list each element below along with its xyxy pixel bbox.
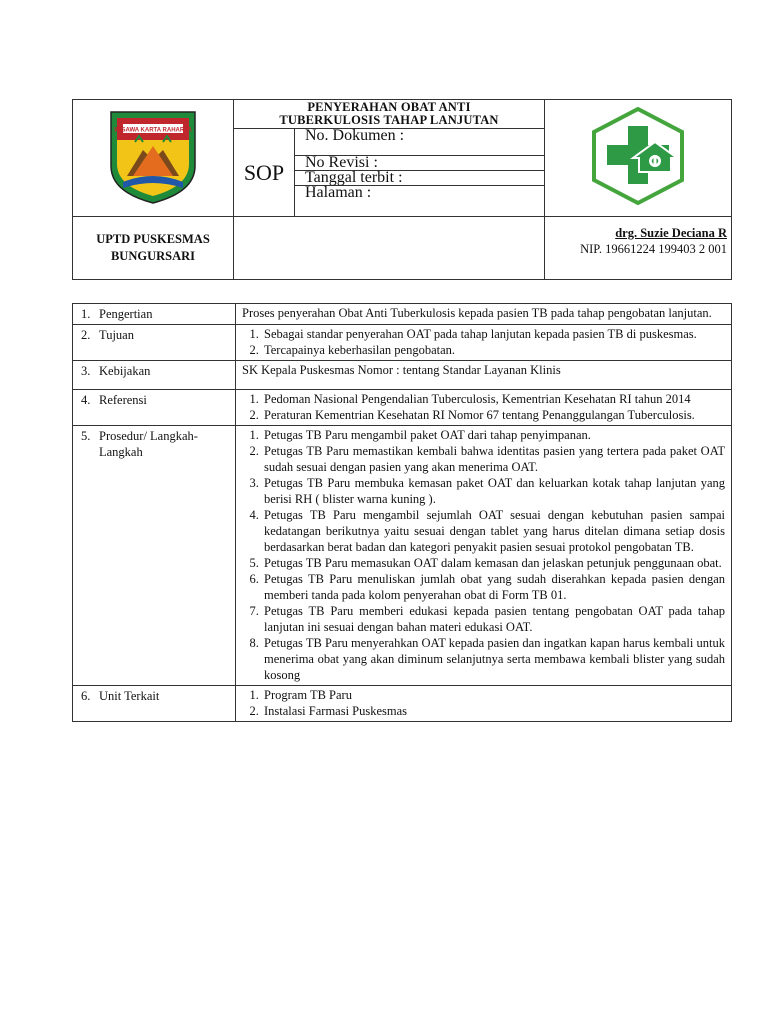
regency-emblem-icon — [105, 106, 201, 206]
section-content — [236, 390, 732, 426]
list-item: 1. Program TB Paru — [262, 687, 725, 703]
meta-revision-number: No Revisi : — [295, 156, 545, 171]
puskesmas-badge-icon — [573, 106, 703, 206]
signatory-nip: NIP. 19661224 199403 2 001 — [580, 242, 727, 256]
organization-name — [73, 217, 234, 280]
list-item: 2. Instalasi Farmasi Puskesmas — [262, 703, 725, 719]
list-item: 6. Petugas TB Paru menuliskan jumlah obat yang sudah diserahkan kepada pasien dengan memberi tanda pada kolom penyerahan obat di Form TB 01. — [262, 571, 725, 603]
list-item: 8. Petugas TB Paru menyerahkan OAT kepada pasien dan ingatkan kapan harus kembali untuk menerima obat yang akan diminum selanjutnya serta membawa kembali blister yang sudah kosong — [262, 635, 725, 683]
list-item: 2. Petugas TB Paru memastikan kembali bahwa identitas pasien yang tertera pada paket OAT sudah sesuai dengan pasien yang akan menerima OAT. — [262, 443, 725, 475]
section-row-procedure — [73, 426, 732, 686]
section-number: 4. — [81, 393, 91, 407]
org-line-2: BUNGURSARI — [110, 249, 196, 263]
section-title: Referensi — [99, 393, 147, 407]
section-content — [236, 325, 732, 361]
sop-body-table — [72, 303, 732, 722]
section-label — [73, 686, 236, 722]
section-label — [73, 361, 236, 390]
document-title — [234, 100, 545, 129]
section-label — [73, 304, 236, 325]
logo-motto: WISAWA KARTA RAHARJA — [114, 127, 192, 133]
section-number: 3. — [81, 364, 91, 378]
section-number: 5. — [81, 429, 91, 443]
list-item: 4. Petugas TB Paru mengambil sejumlah OAT sesuai dengan kebutuhan pasien sampai kedatangan berikutnya yaitu sesuai dengan tablet yang harus ditelan dimana setiap dosis berdasarkan berat badan dan kategori penyakit pasien sesuai protokol pengobatan TB. — [262, 507, 725, 555]
section-content: Proses penyerahan Obat Anti Tuberkulosis kepada pasien TB pada tahap pengobatan lanjutan. — [236, 304, 732, 325]
section-row-policy — [73, 361, 732, 390]
list-item: 7. Petugas TB Paru memberi edukasi kepada pasien tentang pengobatan OAT pada tahap lanjutan ini sesuai dengan bahan materi edukasi OAT. — [262, 603, 725, 635]
section-row-references — [73, 390, 732, 426]
header-table — [72, 99, 732, 280]
section-label — [73, 426, 236, 686]
section-content — [236, 686, 732, 722]
section-title: Prosedur/ Langkah-Langkah — [99, 429, 198, 459]
section-title: Pengertian — [99, 307, 153, 321]
blank-cell — [234, 217, 545, 280]
list-item: 1. Petugas TB Paru mengambil paket OAT dari tahap penyimpanan. — [262, 427, 725, 443]
section-number: 1. — [81, 307, 91, 321]
signatory-name: drg. Suzie Deciana R — [615, 226, 727, 240]
signatory — [545, 217, 732, 280]
list-item: 1. Sebagai standar penyerahan OAT pada tahap lanjutan kepada pasien TB di puskesmas. — [262, 326, 725, 342]
puskesmas-logo-cell — [545, 100, 732, 217]
section-title: Kebijakan — [99, 364, 151, 378]
meta-document-number: No. Dokumen : — [295, 129, 545, 156]
list-item: 3. Petugas TB Paru membuka kemasan paket OAT dan keluarkan kotak tahap lanjutan yang berisi RH ( blister warna kuning ). — [262, 475, 725, 507]
section-row-definition — [73, 304, 732, 325]
section-row-related-units — [73, 686, 732, 722]
list-item: 2. Peraturan Kementrian Kesehatan RI Nomor 67 tentang Penanggulangan Tuberculosis. — [262, 407, 725, 423]
section-label — [73, 390, 236, 426]
meta-page: Halaman : — [295, 186, 545, 217]
list-item: 1. Pedoman Nasional Pengendalian Tuberculosis, Kementrian Kesehatan RI tahun 2014 — [262, 391, 725, 407]
section-title: Unit Terkait — [99, 689, 160, 703]
section-title: Tujuan — [99, 328, 134, 342]
section-content — [236, 426, 732, 686]
regency-logo-cell — [73, 100, 234, 217]
section-number: 2. — [81, 328, 91, 342]
meta-issue-date: Tanggal terbit : — [295, 171, 545, 186]
sop-label: SOP — [234, 129, 295, 217]
section-row-purpose — [73, 325, 732, 361]
section-label — [73, 325, 236, 361]
title-line-1: PENYERAHAN OBAT ANTI — [307, 100, 471, 114]
section-content: SK Kepala Puskesmas Nomor : tentang Standar Layanan Klinis — [236, 361, 732, 390]
list-item: 5. Petugas TB Paru memasukan OAT dalam kemasan dan jelaskan petunjuk penggunaan obat. — [262, 555, 725, 571]
org-line-1: UPTD PUSKESMAS — [96, 232, 210, 246]
list-item: 2. Tercapainya keberhasilan pengobatan. — [262, 342, 725, 358]
section-number: 6. — [81, 689, 91, 703]
title-line-2: TUBERKULOSIS TAHAP LANJUTAN — [279, 113, 499, 127]
